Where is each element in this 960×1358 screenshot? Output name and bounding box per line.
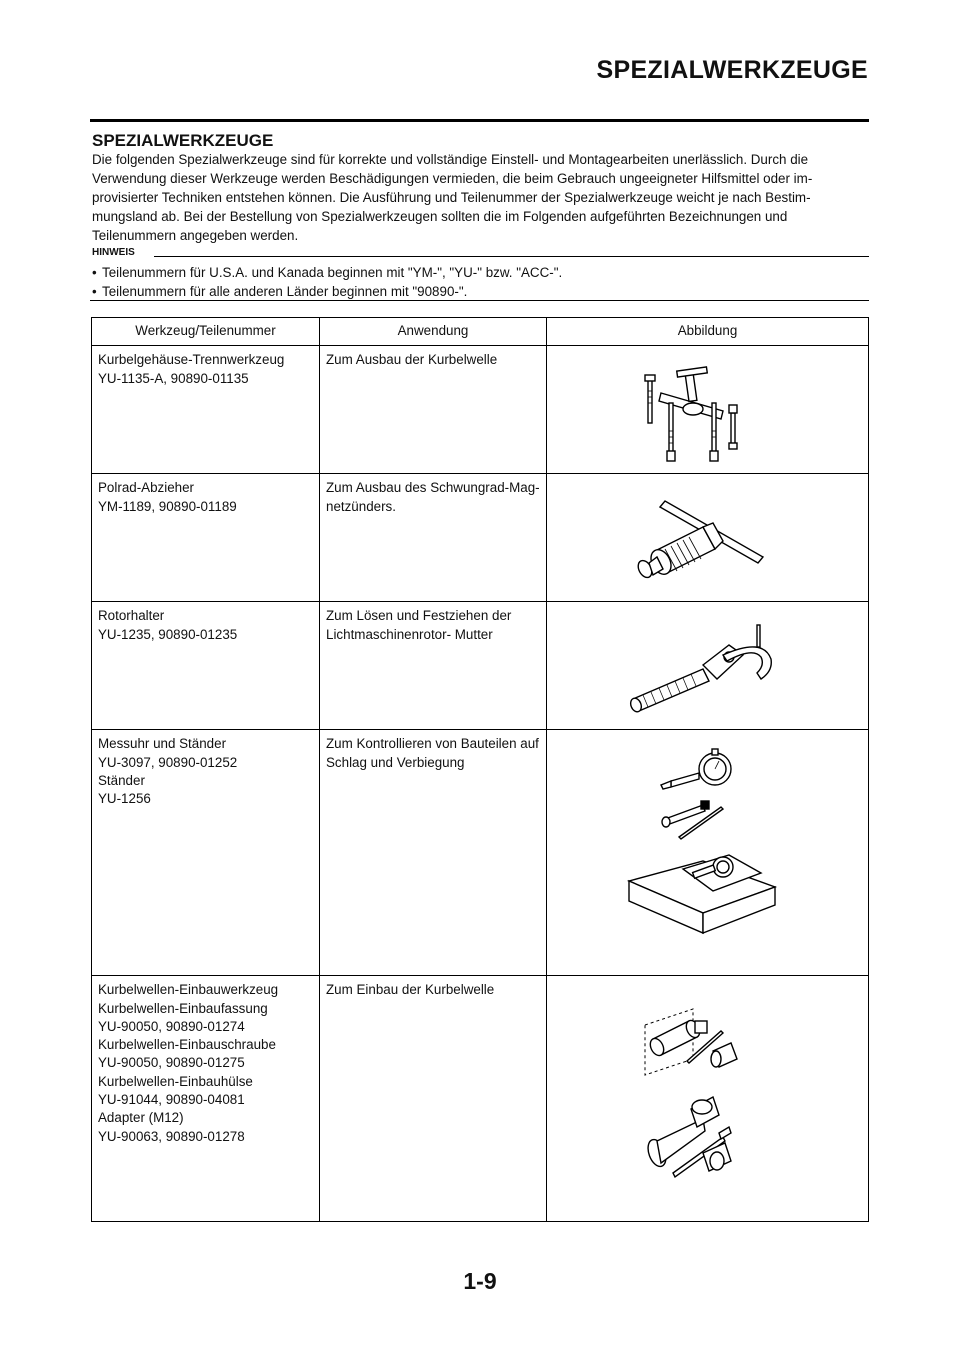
tool-part-number: YU-90050, 90890-01274 [98, 1018, 245, 1034]
intro-line: Verwendung dieser Werkzeuge werden Beschädigungen vermieden, die beim Gebrauch ungeeigneter Hilfsmittel oder im- [92, 171, 813, 186]
table-row [92, 730, 869, 976]
tool-use: Zum Kontrollieren von Bauteilen auf [326, 736, 539, 752]
tool-use-cell [320, 730, 547, 976]
tool-name: Kurbelgehäuse-Trennwerkzeug [98, 352, 285, 368]
dial-gauge-stand-icon [553, 735, 849, 970]
tool-part-number: YU-1235, 90890-01235 [98, 626, 238, 642]
tool-use-cell [320, 602, 547, 730]
tool-part-number: YU-3097, 90890-01252 [98, 754, 238, 770]
tool-use: Zum Ausbau des Schwungrad-Mag- [326, 480, 540, 496]
note-item-text: Teilenummern für alle anderen Länder beginnen mit "90890-". [102, 284, 468, 299]
table-row [92, 976, 869, 1222]
note-heading [92, 247, 869, 261]
tool-use: netzünders. [326, 498, 396, 514]
tool-part-number: YU-90063, 90890-01278 [98, 1128, 245, 1144]
tool-use-cell [320, 976, 547, 1222]
intro-line: provisierter Techniken entstehen können. Die Ausführung und Teilenummer der Spezialwerkzeuge weicht je nach Bestim- [92, 190, 811, 205]
table-row [92, 346, 869, 474]
tool-part-number: YU-91044, 90890-04081 [98, 1092, 245, 1108]
intro-line: mungsland ab. Bei der Bestellung von Spezialwerkzeugen sollten die im Folgenden aufgeführten Bezeichnungen und [92, 209, 788, 224]
crankcase-separator-icon [553, 351, 849, 468]
bullet: • [92, 284, 97, 299]
tool-part-number: YU-1135-A, 90890-01135 [98, 370, 249, 386]
tool-use: Zum Lösen und Festziehen der [326, 608, 512, 624]
tool-name-cell [92, 602, 320, 730]
column-header-use: Anwendung [320, 318, 547, 346]
illustration-cell [547, 602, 869, 730]
tool-name-cell [92, 474, 320, 602]
tool-use-cell [320, 474, 547, 602]
page-number: 1-9 [463, 1268, 497, 1294]
bullet: • [92, 265, 97, 280]
table-header-row [92, 318, 869, 346]
section-title: SPEZIALWERKZEUGE [92, 131, 274, 150]
tool-use: Zum Einbau der Kurbelwelle [326, 982, 495, 998]
tool-use: Zum Ausbau der Kurbelwelle [326, 352, 498, 368]
table-row [92, 474, 869, 602]
flywheel-puller-icon [553, 479, 849, 596]
tool-name: Messuhr und Ständer [98, 736, 227, 752]
tool-name: Adapter (M12) [98, 1110, 184, 1126]
header-divider [90, 119, 869, 122]
illustration-cell [547, 730, 869, 976]
illustration-cell [547, 346, 869, 474]
intro-line: Die folgenden Spezialwerkzeuge sind für korrekte und vollständige Einstell- und Montagearbeiten unerlässlich. Durch die [92, 152, 809, 167]
tool-name: Kurbelwellen-Einbauwerkzeug [98, 982, 279, 998]
table-row [92, 602, 869, 730]
note-item [92, 282, 562, 301]
tool-part-number: YM-1189, 90890-01189 [98, 498, 237, 514]
tool-use: Schlag und Verbiegung [326, 754, 465, 770]
intro-paragraph [92, 150, 872, 245]
note-list [92, 263, 562, 301]
page-header-title: SPEZIALWERKZEUGE [596, 56, 868, 84]
column-header-tool: Werkzeug/Teilenummer [92, 318, 320, 346]
illustration-cell [547, 976, 869, 1222]
tool-name: Kurbelwellen-Einbaufassung [98, 1000, 268, 1016]
rotor-holder-icon [553, 607, 849, 724]
tool-name: Ständer [98, 772, 145, 788]
tool-name: Polrad-Abzieher [98, 480, 195, 496]
note-item [92, 263, 562, 282]
tool-name: Rotorhalter [98, 608, 165, 624]
tool-name: Kurbelwellen-Einbauhülse [98, 1073, 253, 1089]
note-end-divider [90, 300, 869, 301]
tool-part-number: YU-90050, 90890-01275 [98, 1055, 245, 1071]
tool-name-cell [92, 730, 320, 976]
note-item-text: Teilenummern für U.S.A. und Kanada beginnen mit "YM-", "YU-" bzw. "ACC-". [102, 265, 563, 280]
tool-use-cell [320, 346, 547, 474]
column-header-illustration: Abbildung [547, 318, 869, 346]
special-tools-table [91, 317, 869, 1222]
intro-line: Teilenummern angegeben werden. [92, 228, 299, 243]
note-label: HINWEIS [92, 247, 139, 258]
tool-name: Kurbelwellen-Einbauschraube [98, 1037, 276, 1053]
tool-name-cell [92, 346, 320, 474]
illustration-cell [547, 474, 869, 602]
tool-part-number: YU-1256 [98, 791, 151, 807]
tool-name-cell [92, 976, 320, 1222]
note-rule [154, 256, 869, 257]
crankshaft-installer-icon [553, 981, 849, 1216]
tool-use: Lichtmaschinenrotor- Mutter [326, 626, 493, 642]
